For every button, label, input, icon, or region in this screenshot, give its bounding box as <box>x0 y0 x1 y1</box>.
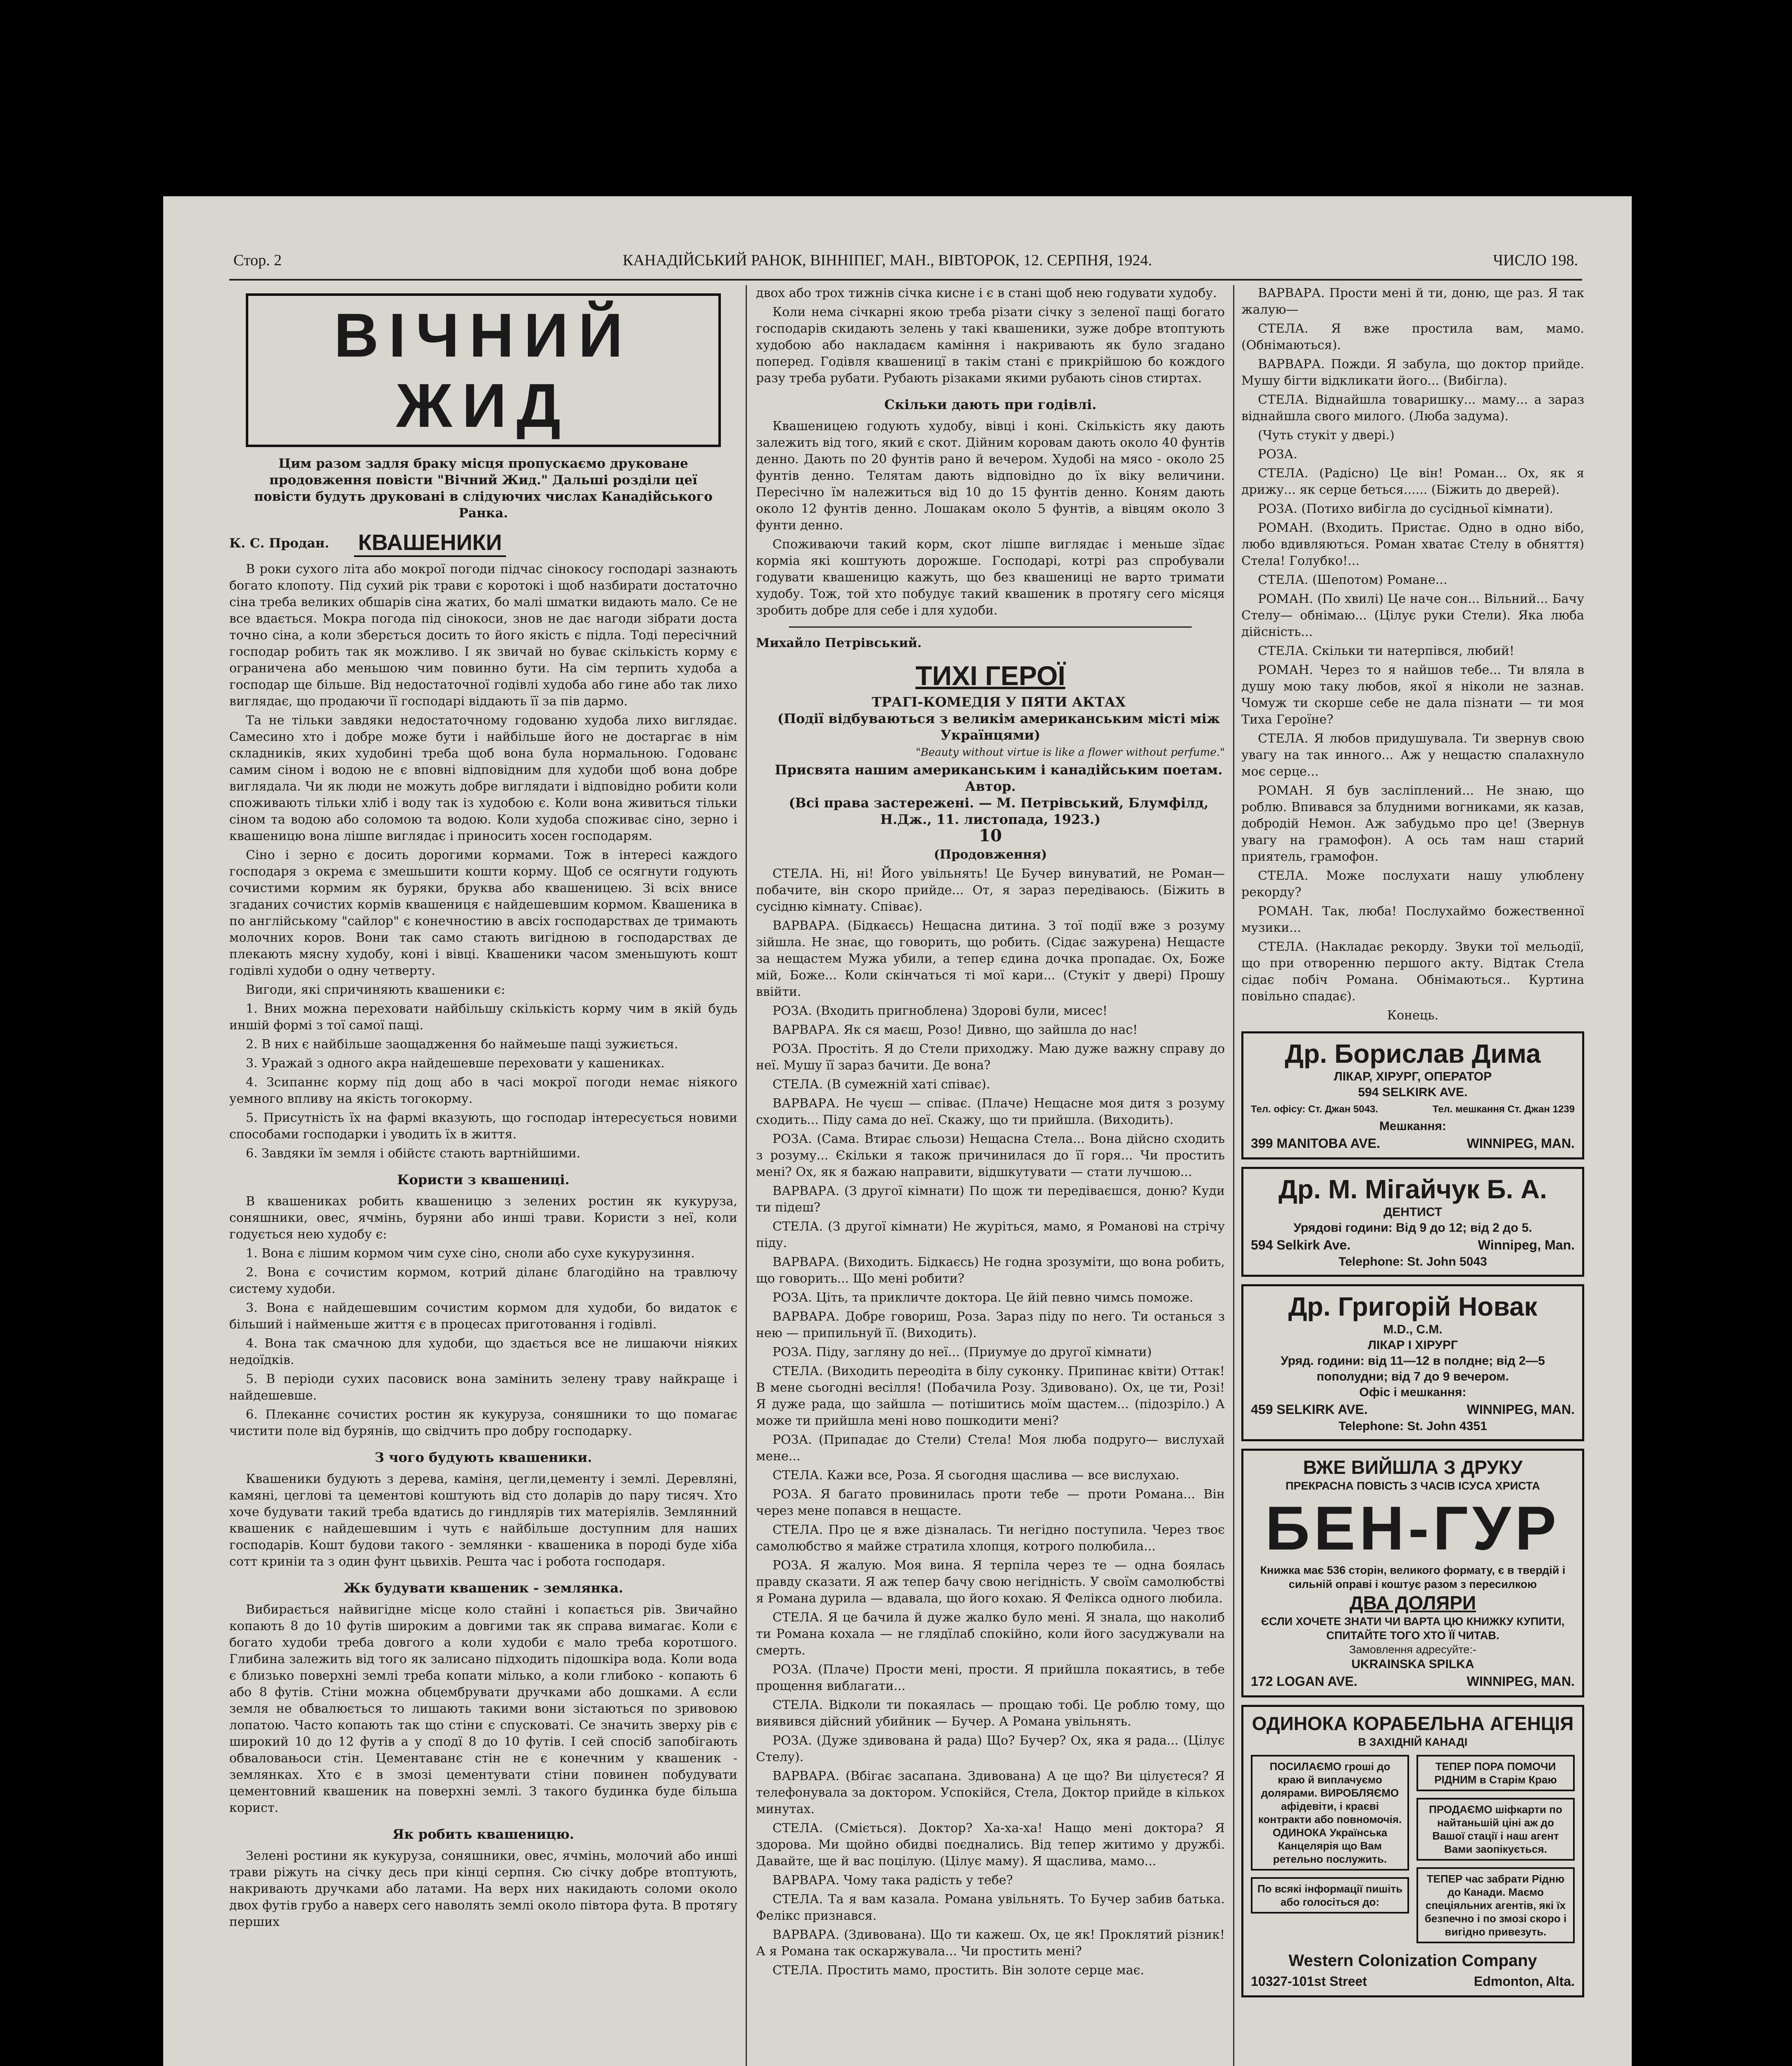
dialogue-line: ВАРВАРА. (Вбігає засапана. Здивована) А це що? Ви цілуєтеся? Я телефонувала за доктором. Успокійся, Стела, Доктор прийде в кількох минутах. <box>756 1769 1225 1816</box>
article-paragraph: Вибирається найвигідне місце коло стайні і копається рів. Звичайно копають 8 до 10 футів широким а довгими так як справа вимагає. Коли є богато худоби треба довгого а коли худоби є мало треба коротшого. Глибина залежить від того як залисано підходить підошкіра вода. Коли вода є близько поверхні землі треба копати мілько, а коли глибоко - копають 6 або 8 футів. Стіни можна обцембрувати дручками або дошками. А єсли земля не обвалюється то лишають такими вони зістаються по зривовою лопатою. Часто копають так що стіни є спусковаті. Се значить зверху рів є широкий 10 до 12 футів а у сподї 8 до 10 футів. І сей спосіб запобігають обваловањоси стін. Цементаванє стін не є конечним у квашеник - землянках. Хто є в змозі цементувати стіни повинен побудувати цементовний квашеник на поверхні землі. З такого будинка буде більша корист. <box>229 1602 737 1815</box>
ad-book-info: Книжка має 536 сторін, великого формату, є в твердій і сильній оправі і коштує разом з пересилкою <box>1260 1564 1566 1590</box>
dialogue-line: СТЕЛА. Відколи ти покаялась — прощаю тобі. Це роблю тому, що виявився дійсний убийник — Бучер. А Романа увільнять. <box>756 1698 1225 1729</box>
list-item: 6. Завдяки їм земля і обійстє стають вартнійшими. <box>246 1146 581 1161</box>
dialogue-line: ВАРВАРА. Не чуєш — співає. (Плаче) Нещасне моя дитя з розуму сходить... Піду сама до неї. Скажу, що ти прийшла. (Виходить). <box>756 1096 1225 1127</box>
dialogue-line: РОЗА. (Дуже здивована й рада) Що? Бучер? Ох, яка я рада... (Цілує Стелу). <box>756 1733 1225 1764</box>
column-divider <box>1233 285 1234 2066</box>
uses-list <box>229 1245 737 1440</box>
ad-phones <box>1251 1100 1575 1119</box>
list-item: 5. В періоди сухих пасовиск вона замінить зелену траву найкраще і найдешевше. <box>229 1372 737 1403</box>
dialogue-line: ВАРВАРА. (Бідкаєсь) Нещасна дитина. З тої події вже з розуму зійшла. Не знає, що говорить, що робить. (Сідає зажурена) Нещасте за нещастем Мужа убили, а тепер єдина дочка пропадає. Ох, Боже мій, Боже... Коли скінчаться ті мої кари... (Стукіт у двері) Прошу ввійти. <box>756 919 1225 999</box>
ad-office-label: Офіс і мешкання: <box>1359 1385 1466 1399</box>
ad-doctor-role: ЛІКАР І ХІРУРГ <box>1367 1338 1458 1352</box>
play-dedication: Присвята нашим американським і канадійським поетам. Автор. <box>775 762 1223 794</box>
newspaper-page <box>163 196 1632 2066</box>
article-paragraph: двох або трох тижнів січка кисне і є в стані щоб нею годувати худобу. <box>756 286 1217 300</box>
dialogue-line: СТЕЛА. Скільки ти натерпівся, любий! <box>1258 644 1514 658</box>
ad-degree: M.D., C.M. <box>1383 1323 1443 1336</box>
play-motto: "Beauty without virtue is like a flower without perfume." <box>915 746 1225 759</box>
column-divider <box>746 285 747 2066</box>
article-paragraph: Квашеники будують з дерева, каміня, цегли,цементу і землі. Деревляні, камяні, цеглові та цементові коштують від сто доларів до пару тисяч. Хто хоче будувати такий треба вдатись до гиндлярів тих матеріялів. Землянний квашеник є найдешевшим і чуть є найбільше доступним для наших господарів. Кошт будови такого - землянки - квашеника в породі буде хіба сотт криніи та з один фунт цьвихів. Решта час і робота господаря. <box>229 1472 737 1569</box>
article-paragraph: В роки сухого літа або мокрої погоди підчас сінокосу господарі зазнають богато клопоту. Під сухий рік трави є коротокі і щоб назбирати достаточно сіна треба великих обшарів сіна жатих, бо малі шматки видають мало. Се не все вдається. Мокра погода під сінокоси, знов не дає нагоди зібрати доста точно сіна, а коли зберється досить то його якість є підла. Тоді пересічний господар робить так як можливо. І як звичай но буває скількість корму є ограничена або меньшою чим повинно бути. На сім терпить худоба а господар ще більше. Від недостаточної годівлі худоба або гине або так лихо виглядає, що продаючи її господарі віддають її за пів дармо. <box>229 562 737 709</box>
ad-agency-boxes <box>1251 1755 1575 1943</box>
dialogue-line: СТЕЛА. (Сміється). Доктор? Ха-ха-ха! Нащо мені доктора? Я здорова. Ми щойно обидві поєднались. Від тепер житимо у дружбі. Давайте, ще й вас поцілую. (Цілує маму). Я щаслива, мамо... <box>756 1821 1225 1868</box>
dialogue-line: РОМАН. Я був засліплений... Не знаю, що роблю. Впивався за блудними вогниками, як казав, добродій Немон. Аж забудьмо про це! (Звернув увагу на грамофон). А ось там наш старий приятель, грамофон. <box>1241 783 1584 864</box>
article-paragraph: Коли нема січкарні якою треба різати січку з зеленої пащі богато господарів скидають зелень у такі квашеники, зуже добре втоптують худобою або накладаєм каміння і накривають як було згадано поперед. Годівля квашеницї в такім стані є прикрійшою бо кождого разу треба рубати. Рубають різаками якими рубають сінов стиртах. <box>756 305 1225 386</box>
ad-city: WINNIPEG, MAN. <box>1466 1674 1575 1689</box>
ad-home-label: Мешкання: <box>1379 1119 1447 1133</box>
dialogue-line: РОЗА. <box>1258 447 1298 462</box>
article-paragraph: В квашениках робить квашеницю з зелених ростин як кукуруза, соняшники, овес, ячмінь, буряни або инші трави. Користи з неї, коли годується нею худобу є: <box>229 1194 737 1242</box>
dialogue-line: СТЕЛА. Кажи все, Роза. Я сьогодня щаслива — все вислухаю. <box>772 1468 1179 1483</box>
dialogue-line: РОЗА. (Потихо вибігла до сусідньої кімнати). <box>1258 502 1554 516</box>
list-item: 3. Уражай з одного акра найдешевше переховати у кашениках. <box>246 1056 665 1071</box>
dialogue-line: РОЗА. Я жалую. Моя вина. Я терпіла через те — одна боялась правду сказати. Я аж тепер бачу свою негідність. У своїм самолюбстві я Романа дурила — вдавала, що його кохаю. Я Феліксa одного любила. <box>756 1558 1225 1606</box>
ad-shipping-agency <box>1241 1705 1584 1997</box>
list-item: 2. Вона є сочистим кормом, котрий діланє благодійно на травлючу систему худоби. <box>229 1265 737 1296</box>
ad-firm: UKRAINSKA SPILKA <box>1351 1657 1474 1671</box>
dialogue-line: ВАРВАРА. (Виходить. Бідкаєсь) Не годна зрозуміти, що вона робить, що говорить... Що мені робити? <box>756 1255 1225 1286</box>
ad-phone: Telephone: St. John 4351 <box>1338 1419 1487 1433</box>
dialogue-line: СТЕЛА. (Радісно) Це він! Роман... Ох, як я дрижу... як серце беться...... (Біжить до дверей). <box>1241 466 1584 497</box>
ad-address: 594 Selkirk Ave. <box>1251 1238 1351 1252</box>
ad-home-row <box>1251 1134 1575 1152</box>
ad-ben-hur <box>1241 1449 1584 1697</box>
list-item: 3. Вона є найдешевшим сочистим кормом для худоби, бо видаток є більший і найменьше життя є в процесах приготовання і годівлі. <box>229 1301 737 1332</box>
ad-phone: Telephone: St. John 5043 <box>1338 1255 1487 1269</box>
ad-doctor-role: ЛІКАР, ХІРУРГ, ОПЕРАТОР <box>1333 1070 1492 1083</box>
dialogue-line: СТЕЛА. Ні, ні! Його увільнять! Це Бучер винуватий, не Роман— побачите, він скоро прийде... От, я зараз передіваюсь. (Біжить в сусідню кімнату. Співає). <box>756 866 1225 914</box>
dialogue-line: СТЕЛА. (З другої кімнати) Не журіться, мамо, я Романові на стрічу піду. <box>756 1219 1225 1250</box>
dialogue-line: РОМАН. Через то я найшов тебе... Ти вляла в душу мою таку любов, якої я ніколи не зазнав. Чомуж ти скорше себе не дала пізнати — ти моя Тиха Героїне? <box>1241 663 1584 727</box>
list-item: 6. Плеканнє сочистих ростин як кукуруза, соняшники то що помагає чистити поле від бурянів, що свідчить про добру господарку. <box>229 1407 737 1438</box>
dialogue-line: ВАРВАРА. Добре говориш, Роза. Зараз піду по него. Ти останься з нею — припильнуй її. (Виходить). <box>756 1309 1225 1340</box>
article-paragraph: Сіно і зерно є досить дорогими кормами. Тож в інтересі каждого господаря з окрема є змешьшити кошти корму. Щоб се осягнути годують сочистими кормим як буряки, бруква або квашеницею. Зі всіх внисе згаданих сочистих кормів квашениця є найдешевшим кормом. Квашеника в по англійському "сайлор" є конечностию в авсіх господарствах де тримають молочних коров. Вони так само стають вигідною в господарствах де плекають мясну худобу, коні і вівці. Квашеники часом зменьшують кошт годівлі худоби о одну четверту. <box>229 848 737 978</box>
play-setting: (Події відбуваються з великім американським місті між Українцями) <box>777 711 1220 743</box>
ad-box: ПРОДАЄМО шіфкарти по найтаньшій ціні аж до Вашої стації і наш агент Вами заопікується. <box>1416 1798 1575 1861</box>
ad-box: ТЕПЕР ПОРА ПОМОЧИ РІДНИМ в Старім Краю <box>1416 1755 1575 1791</box>
serial-title: ВІЧНИЙ ЖИД <box>246 293 721 447</box>
ad-address: 459 SELKIRK AVE. <box>1251 1402 1368 1417</box>
dialogue-line: РОМАН. (Входить. Пристає. Одно в одно вібо, любо вдивляються. Роман хватає Стелу в обняття) Стела! Голубко!... <box>1241 521 1584 568</box>
ad-phone-office: Тел. офісу: Ст. Джан 5043. <box>1251 1104 1378 1115</box>
dialogue-line: РОЗА. Ціть, та прикличте доктора. Це йій певно чимсь поможе. <box>772 1290 1193 1305</box>
ad-company: Western Colonization Company <box>1288 1952 1537 1970</box>
list-item: 1. Вних можна переховати найбільшу скількість корму чим в якій будь иншій формі з тої самої пащі. <box>229 1002 737 1033</box>
dialogue-line: РОЗА. Простіть. Я до Стели приходжу. Маю дуже важну справу до неї. Мушу її зараз бачити. Де вона? <box>756 1042 1225 1073</box>
subheading: Користи з квашениці. <box>397 1172 570 1188</box>
page-header <box>233 246 1578 275</box>
list-item: 2. В них є найбільше заощадження бо наймеьше пащі зужиється. <box>246 1037 678 1052</box>
ad-price: ДВА ДОЛЯРИ <box>1349 1592 1476 1614</box>
ad-address: 10327-101st Street <box>1251 1974 1367 1989</box>
ad-box: ПОСИЛАЄМО гроші до краю й виплачуємо долярами. ВИРОБЛЯЄМО афідевіти, і краєві контракти або повномочія. ОДИНОКА Українська Канцелярія що Вам ретельно послужить. <box>1251 1755 1409 1871</box>
ad-headline: ВЖЕ ВИЙШЛА З ДРУКУ <box>1303 1457 1523 1478</box>
dialogue-line: СТЕЛА. (В сумежній хаті співає). <box>772 1077 990 1092</box>
dialogue-line: РОЗА. Піду, загляну до неї... (Приумуе до другої кімнати) <box>772 1345 1152 1359</box>
dialogue-line: СТЕЛА. Про це я вже дізналась. Ти негідно поступила. Через твоє самолюбство я майже стратила хлопця, котрого полюбила... <box>756 1523 1225 1554</box>
dialogue-line: СТЕЛА. Я вже простила вам, мамо. (Обнімаються). <box>1241 321 1584 352</box>
dialogue-line: Конець. <box>1387 1008 1439 1023</box>
section-divider <box>789 626 1192 628</box>
benefits-list <box>229 1001 737 1162</box>
ad-address: 594 SELKIRK AVE. <box>1358 1085 1468 1099</box>
list-item: 4. Зсипаннє корму під дощ або в часі мокрої погоди немає ніякого уемного впливу на якість тогокорму. <box>229 1075 737 1106</box>
subheading: Жк будувати квашеник - землянка. <box>343 1580 623 1596</box>
subheading: З чого будують квашеники. <box>374 1450 592 1465</box>
dialogue-line: СТЕЛА. (Накладає рекорду. Звуки тої мельодії, що при отворенню першого акту. Відтак Стела сідає побіч Романа. Обнімаються.. Куртина повільно спадає). <box>1241 940 1584 1004</box>
ad-city: Edmonton, Alta. <box>1474 1974 1575 1989</box>
dialogue-line: СТЕЛА. Я любов придушувала. Ти звернув свою увагу на так инного... Аж у нещастю спалахнуло моє серце... <box>1241 731 1584 779</box>
dialogue-line: РОЗА. (Припадає до Стели) Стела! Моя люба подруго— вислухай мене... <box>756 1433 1225 1464</box>
ad-dr-dyma <box>1241 1031 1584 1159</box>
ad-city: Winnipeg, Man. <box>1478 1238 1575 1252</box>
article-paragraph: Споживаючи такий корм, скот лішпе виглядає і меньше зїдає корміа які коштують дорожше. Господарі, котрі раз спробували годувати квашеницю кажуть, що без квашениці не варто тримати худобу. Тож, той хто побудує такий квашеник в протягу сего місяця зробить добре для себе і для худоби. <box>756 537 1225 618</box>
article-title: КВАШЕНИКИ <box>354 530 506 557</box>
ad-city: WINNIPEG, MAN. <box>1466 1136 1575 1151</box>
dialogue-line: РОМАН. Так, люба! Послухаймо божественної музики... <box>1241 904 1584 935</box>
play-instalment: 10 <box>979 826 1002 845</box>
dialogue-line: СТЕЛА. Віднайшла товаришку... маму... а зараз віднайшла свого милого. (Люба задума). <box>1241 393 1584 424</box>
ad-dr-mihaychuk <box>1241 1167 1584 1277</box>
subheading: Скільки дають при годівлі. <box>884 397 1097 412</box>
ad-address-row <box>1251 1672 1575 1690</box>
ad-address-row <box>1251 1400 1575 1419</box>
ad-agency-sub: В ЗАХІДНІЙ КАНАДІ <box>1358 1736 1468 1748</box>
article-byline <box>229 530 737 557</box>
ad-address: 172 LOGAN AVE. <box>1251 1674 1357 1689</box>
ad-doctor-name: Др. М. Мігайчук Б. А. <box>1279 1174 1547 1204</box>
issue-number: ЧИСЛО 198. <box>1493 252 1578 269</box>
play-title: ТИХІ ГЕРОЇ <box>915 660 1065 691</box>
list-item: 5. Присутність їх на фармі вказують, що господар інтересується новими способами господарки і уводить їх в життя. <box>229 1111 737 1142</box>
dialogue-line: ВАРВАРА. Чому така радість у тебе? <box>772 1873 1013 1887</box>
play-author: Михайло Петрівський. <box>756 636 922 650</box>
dialogue-line: ВАРВАРА. (З другої кімнати) По щож ти передіваєшся, доню? Куди ти підеш? <box>756 1184 1225 1215</box>
dialogue-line: РОЗА. Я багато провинилась проти тебе — проти Романа... Він через мене попався в нещасте. <box>756 1487 1225 1518</box>
article-paragraph: Та не тільки завдяки недостаточному годованю худоба лихо виглядає. Самесино хто і добре може бути і найбільше його не достаргає в нім складників, яких худобині треба щоб вона була нормальною. Годованє самим сіном і водою не є вповні відповідним для худоби щоб вона добре виглядала. Чи як люди не можуть добре виглядати і відповідно робити коли споживають тільки хліб і воду так із худобою є. Коли вона живиться тільки сіном та водою або соломою та водою. Коли худоба споживає сіно, зерно і квашеницю вона лішпе виглядає і приносить хосен господарям. <box>229 713 737 843</box>
ad-phone-home: Тел. мешкання Ст. Джан 1239 <box>1432 1104 1575 1115</box>
dialogue-line: РОЗА. (Входить пригноблена) Здорові були, мисес! <box>772 1004 1108 1018</box>
dialogue-line: СТЕЛА. (Виходить переодіта в білу суконку. Припинає квіти) Оттак! В мене сьогодні весілля! (Побачила Розу. Здивовано). Ох, це ти, Розі! Я дуже рада, що зайшла — потішитись моїм щастем... (підозріло.) А може ти прийшла мені ново пошкодити мені? <box>756 1364 1225 1428</box>
ad-box: По всякі інформації пишіть або голосіться до: <box>1251 1877 1409 1914</box>
dialogue-line: ВАРВАРА. (Здивована). Що ти кажеш. Ох, це як! Проклятий різник! А я Романа так оскаржувала... Чи простить мені? <box>756 1928 1225 1959</box>
article-paragraph: Вигоди, які спричиняють квашеники є: <box>246 983 505 997</box>
dialogue-line: СТЕЛА. Я це бачила й дуже жалко було мені. Я знала, що наколиб ти Романа кохала — не глядїлаб спокійно, коли його засуджували на смерть. <box>756 1610 1225 1658</box>
ad-city: WINNIPEG, MAN. <box>1466 1402 1575 1417</box>
column-3 <box>1241 285 1584 2066</box>
page-number: Стор. 2 <box>233 252 282 269</box>
ad-address-row <box>1251 1972 1575 1990</box>
dialogue-line: СТЕЛА. Може послухати нашу улюблену рекорду? <box>1241 869 1584 900</box>
column-1 <box>229 285 737 2066</box>
ad-agency-title: ОДИНОКА КОРАБЕЛЬНА АГЕНЦІЯ <box>1252 1713 1574 1734</box>
list-item: 4. Вона так смачною для худоби, що здається все не лишаючи ніяких недоїдків. <box>229 1336 737 1367</box>
dialogue-line: СТЕЛА. (Шепотом) Романе... <box>1258 573 1447 587</box>
play-rights: (Всі права застережені. — М. Петрівський, Блумфілд, Н.Дж., 11. листопада, 1923.) <box>789 795 1209 827</box>
ad-description: ПРЕКРАСНА ПОВІСТЬ З ЧАСІВ ІСУСА ХРИСТА <box>1285 1480 1540 1492</box>
ad-hours: Уряд. години: від 11—12 в полдне; від 2—5 пополудни; від 7 до 9 вечером. <box>1281 1354 1545 1383</box>
play-continued: (Продовження) <box>934 847 1047 862</box>
subheading: Як робить квашеницю. <box>392 1826 574 1842</box>
column-2 <box>756 285 1225 2066</box>
play-dialogue <box>756 866 1225 1979</box>
dialogue-line: СТЕЛА. Простить мамо, простить. Він золоте серце має. <box>772 1963 1144 1978</box>
dialogue-line: ВАРВАРА. Як ся маєш, Розо! Дивно, що зайшла до нас! <box>772 1023 1138 1037</box>
dialogue-line: РОЗА. (Плаче) Прости мені, прости. Я прийшла покаятись, в тебе прощення виблагати... <box>756 1662 1225 1693</box>
ad-box: ТЕПЕР час забрати Рідню до Канади. Маємо спеціяльних агентів, які їх безпечно і по змозі скоро і вигідно привезуть. <box>1416 1867 1575 1943</box>
article-author: К. С. Продан. <box>229 536 329 551</box>
dialogue-line: РОЗА. (Сама. Втирає сльози) Нещасна Стела... Вона дійсно сходить з розуму... Єкільки я також причинилася до її горя... Чи простить мені? Ох, як я бажаю направити, відшкутувати — стати лучшою... <box>756 1132 1225 1179</box>
article-paragraph: Квашеницею годують худобу, вівці і коні. Скількість яку дають залежить від того, який є скот. Дійним коровам дають около 40 фунтів денно. Дають по 20 фунтів рано й вечером. Худобі на мясо - около 25 фунтів денно. Телятам дають відповідно до їх віку величини. Пересічно їм належиться від 10 до 15 фунтів денно. Коням дають около 12 фунтів денно. Лошакам около 5 фунтів, а вівцям около 3 фунти денно. <box>756 419 1225 533</box>
article-paragraph: Зелені ростини як кукуруза, соняшники, овес, ячмінь, молочий або инші трави ріжуть на січку десь при кінці серпня. Сю січку добре втоптують, накривають дручками або латами. На верх них накидають соломи около двох футів грубо а наверх сего наволять землі около півтора фута. В протягу перших <box>229 1849 737 1929</box>
list-item: 1. Вона є лішим кормом чим сухе сіно, сноли або сухе кукурузиння. <box>246 1246 695 1261</box>
ad-order-label: Замовлення адресуйте:- <box>1349 1643 1476 1656</box>
ad-call: ЄСЛИ ХОЧЕТЕ ЗНАТИ ЧИ ВАРТА ЦЮ КНИЖКУ КУПИТИ, СПИТАЙТЕ ТОГО ХТО ЇЇ ЧИТАВ. <box>1261 1615 1565 1642</box>
ad-dr-novak <box>1241 1284 1584 1441</box>
header-rule <box>229 279 1582 281</box>
ad-home-address: 399 MANITOBA AVE. <box>1251 1136 1380 1151</box>
ad-address-row <box>1251 1236 1575 1254</box>
dialogue-line: РОМАН. (По хвилі) Це наче сон... Вільний... Бачу Стелу— обнімаю... (Цілує руки Стели). Яка люба дійсність... <box>1241 592 1584 639</box>
masthead: КАНАДІЙСЬКИЙ РАНОК, ВІННІПЕГ, МАН., ВІВТОРОК, 12. СЕРПНЯ, 1924. <box>623 252 1152 269</box>
play-dialogue-end <box>1241 285 1584 1024</box>
dialogue-line: СТЕЛА. Та я вам казала. Романа увільнять. То Бучер забив батька. Фелікс признався. <box>756 1892 1225 1923</box>
ad-doctor-name: Др. Григорій Новак <box>1288 1292 1538 1321</box>
ad-doctor-name: Др. Борислав Дима <box>1285 1039 1541 1069</box>
play-genre: ТРАГІ-КОМЕДІЯ У ПЯТИ АКТАХ <box>872 694 1126 710</box>
serial-notice: Цим разом задля браку місця пропускаємо друковане продовження повісти "Вічний Жид." Дальші розділи цеї повісти будуть друковані в слідуючих числах Канадійського Ранка. <box>254 456 713 521</box>
ad-book-title: БЕН-ГУР <box>1265 1493 1561 1563</box>
ad-doctor-role: ДЕНТИСТ <box>1383 1205 1443 1219</box>
dialogue-line: (Чуть стукіт у двері.) <box>1258 428 1395 443</box>
ad-hours: Урядові години: Від 9 до 12; від 2 до 5. <box>1293 1221 1532 1235</box>
dialogue-line: ВАРВАРА. Прости мені й ти, доню, ще раз. Я так жалую— <box>1241 286 1584 317</box>
dialogue-line: ВАРВАРА. Пожди. Я забула, що доктор прийде. Мушу бігти відкликати його... (Вибігла). <box>1241 357 1584 388</box>
